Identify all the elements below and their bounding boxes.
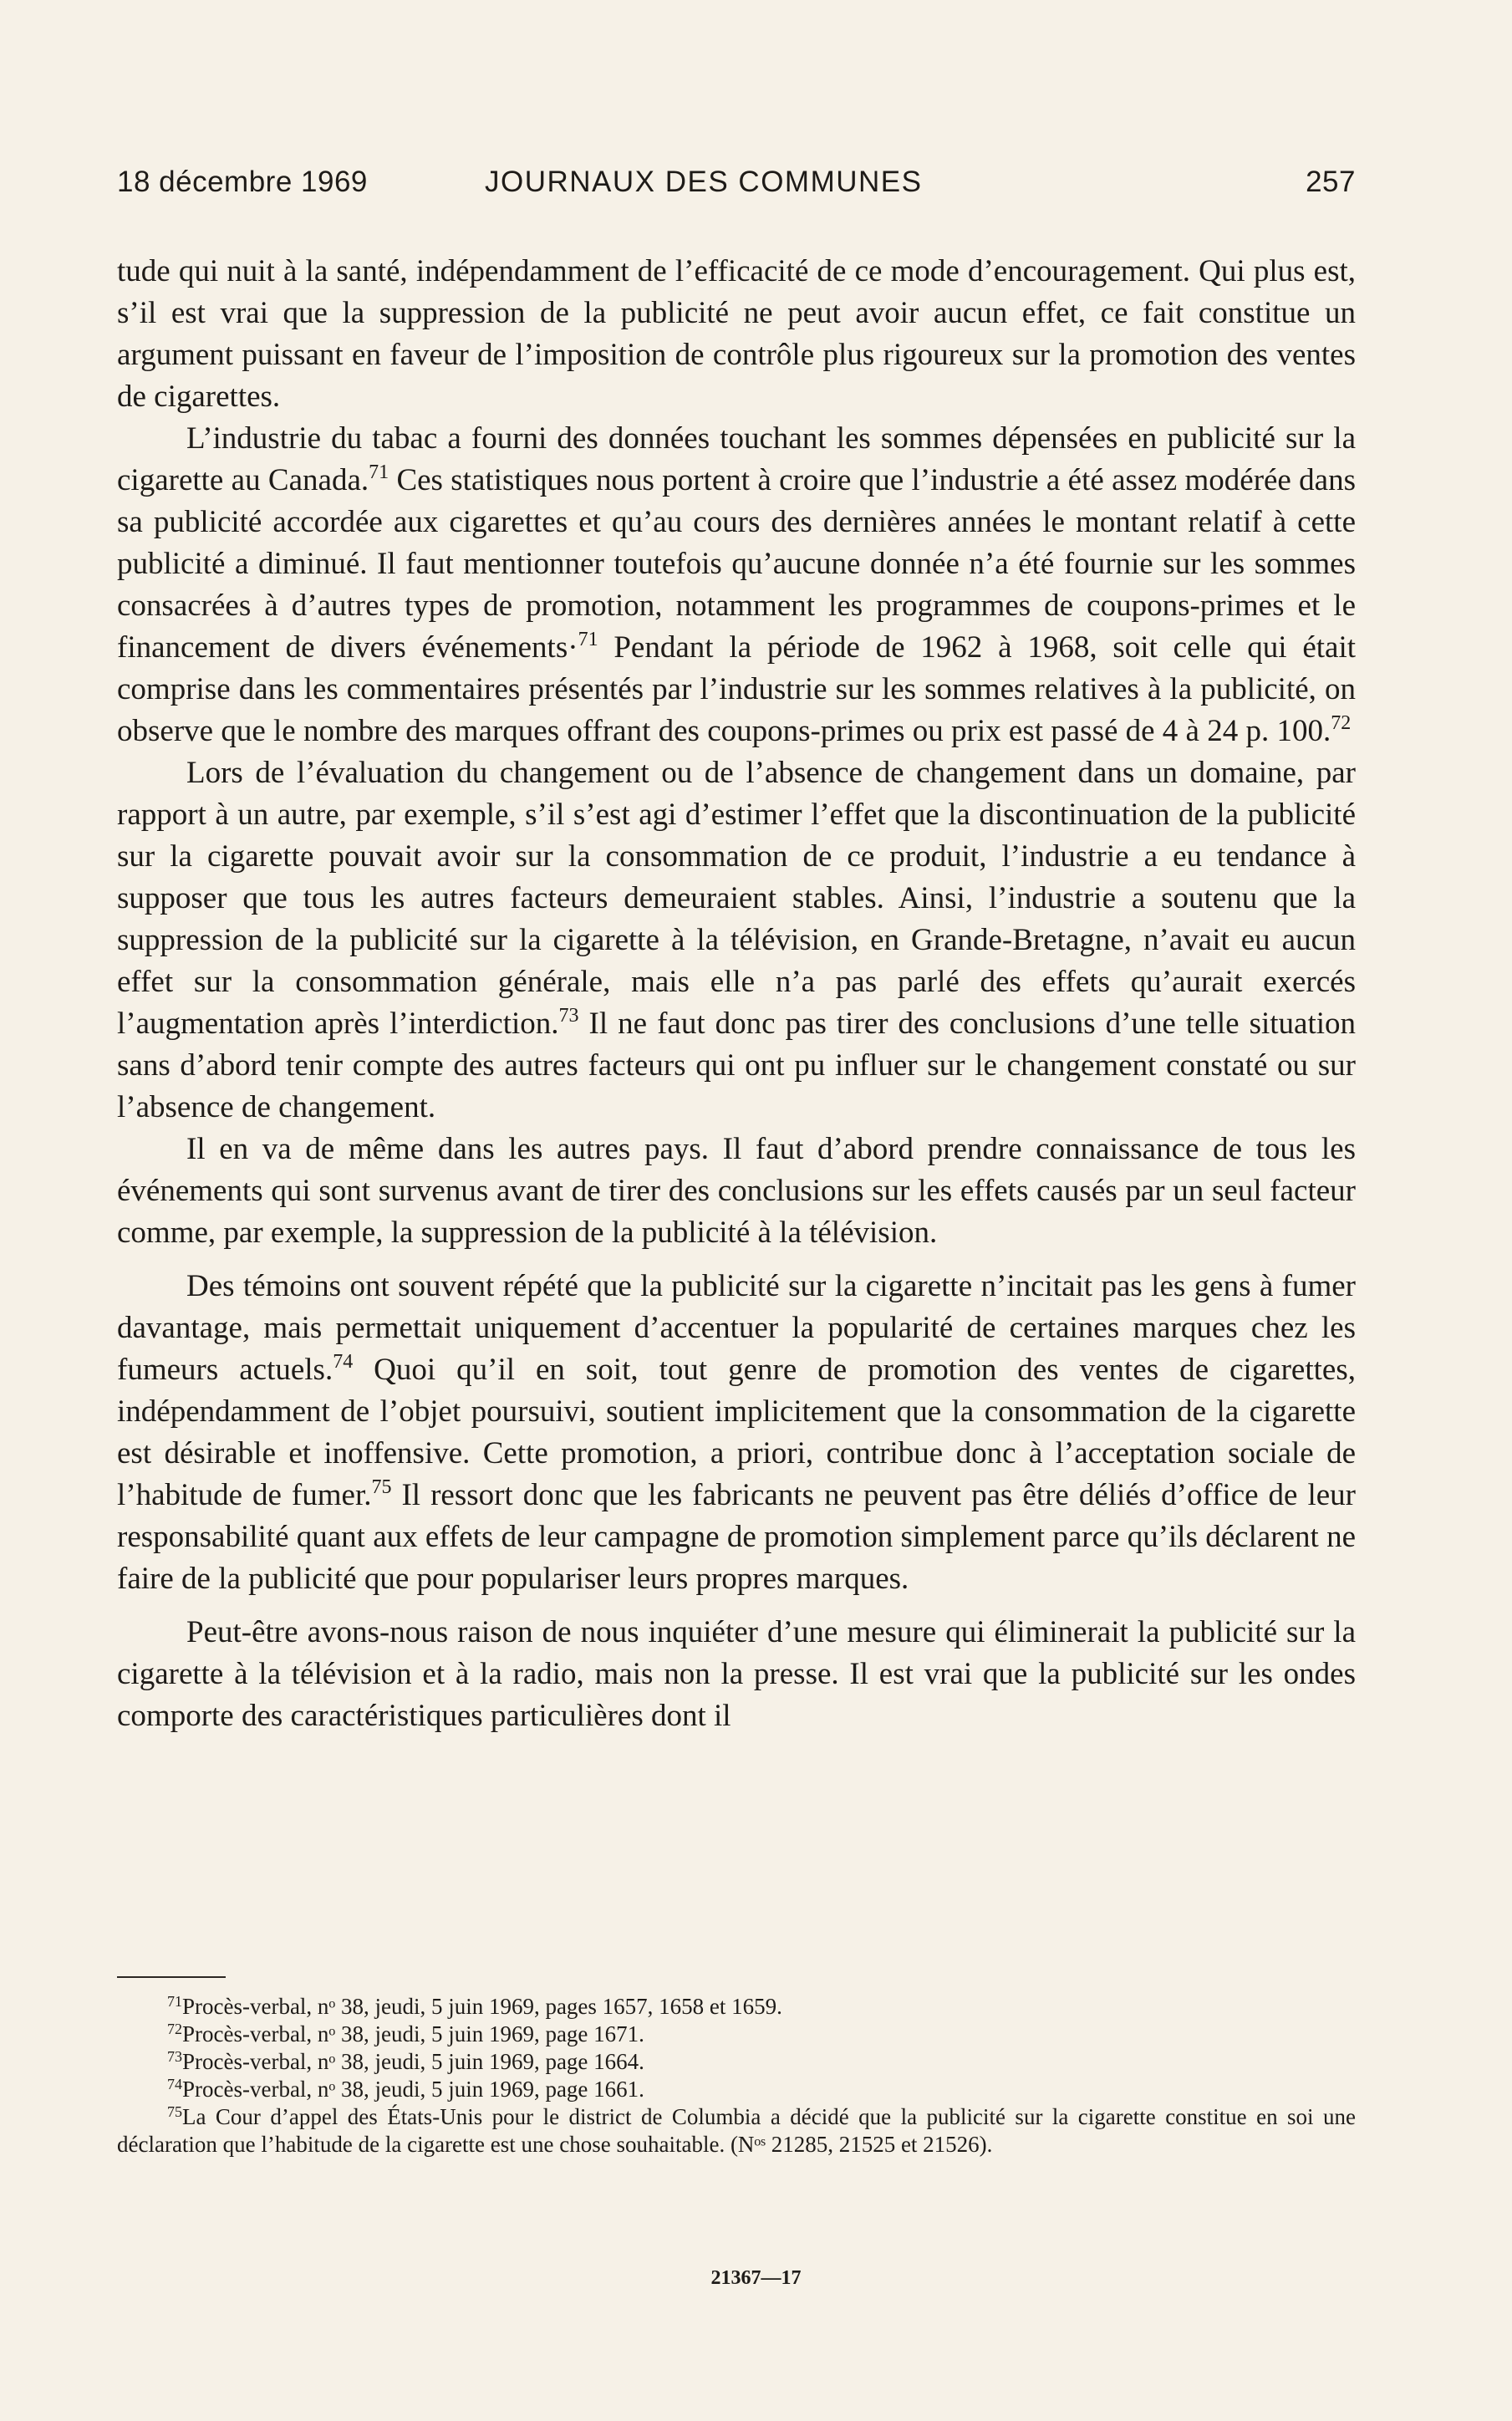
footnote-ref-73[interactable]: 73: [558, 1005, 579, 1027]
footnote-ref-74[interactable]: 74: [333, 1351, 354, 1373]
footnote-ref-72[interactable]: 72: [1331, 712, 1352, 734]
footnote-71: [117, 1993, 1356, 2021]
running-header: [117, 166, 1356, 216]
footnote-text: Procès-verbal, nᵒ 38, jeudi, 5 juin 1969, page 1661.: [182, 2077, 644, 2102]
paragraph-4-text: Il en va de même dans les autres pays. Il faut d’abord prendre connaissance de tous les événements qui sont survenus avant de tirer des conclusions sur les effets causés par un seul facteur comme, par exemple, la suppression de la publicité à la télévision.: [117, 1132, 1356, 1250]
paragraph-2-text-c: Pendant la période de 1962 à 1968, soit celle qui était comprise dans les commentaires présentés par l’industrie sur les sommes relatives à la publicité, on observe que le nombre des marques offrant des coupons-primes ou prix est passé de 4 à 24 p. 100.: [117, 630, 1356, 748]
footnote-74: [117, 2076, 1356, 2103]
paragraph-3-text-a: Lors de l’évaluation du changement ou de l’absence de changement dans un domaine, par rapport à un autre, par exemple, s’il s’est agi d’estimer l’effet que la discontinuation de la publicité sur la cigarette pouvait avoir sur la consommation de ce produit, l’industrie a eu tendance à supposer que tous les autres facteurs demeuraient stables. Ainsi, l’industrie a soutenu que la suppression de la publicité sur la cigarette à la télévision, en Grande-Bretagne, n’avait eu aucun effet sur la consommation générale, mais elle n’a pas parlé des effets qu’aurait exercés l’augmentation après l’interdiction.: [117, 756, 1356, 1041]
paragraph-1-text: tude qui nuit à la santé, indépendamment de l’efficacité de ce mode d’encouragement. Qui plus est, s’il est vrai que la suppression de la publicité ne peut avoir aucun effet, ce fait constitue un argument puissant en faveur de l’imposition de contrôle plus rigoureux sur la promotion des ventes de cigarettes.: [117, 254, 1356, 414]
paragraph-4: [117, 1129, 1356, 1254]
paragraph-3: [117, 752, 1356, 1129]
footnote-number: 74: [167, 2076, 182, 2092]
footnote-text: Procès-verbal, nᵒ 38, jeudi, 5 juin 1969, pages 1657, 1658 et 1659.: [182, 1994, 782, 2019]
paragraph-2-text-a: L’industrie du tabac a fourni des données touchant les sommes dépensées en publicité sur la cigarette au Canada.: [117, 421, 1356, 497]
footnote-72: [117, 2021, 1356, 2048]
paragraph-2: [117, 418, 1356, 752]
body-text: [117, 251, 1356, 1737]
page-number: 257: [1306, 166, 1356, 198]
paragraph-6-text: Peut-être avons-nous raison de nous inquiéter d’une mesure qui éliminerait la publicité sur la cigarette à la télévision et à la radio, mais non la presse. Il est vrai que la publicité sur les ondes comporte des caractéristiques particulières dont il: [117, 1615, 1356, 1733]
footnote-number: 75: [167, 2103, 182, 2120]
footnote-divider: [117, 1976, 226, 1978]
footnote-text: Procès-verbal, nᵒ 38, jeudi, 5 juin 1969, page 1664.: [182, 2049, 644, 2074]
footnote-ref-71[interactable]: 71: [369, 461, 389, 483]
footnote-ref-71b[interactable]: 71: [578, 629, 598, 650]
footnote-75: [117, 2103, 1356, 2159]
paragraph-5-text-b: Quoi qu’il en soit, tout genre de promotion des ventes de cigarettes, indépendamment de l’objet poursuivi, soutient implicitement que la consommation de la cigarette est désirable et inoffensive. Cette promotion, a priori, contribue donc à l’acceptation sociale de l’habitude de fumer.: [117, 1353, 1356, 1512]
footnote-number: 72: [167, 2021, 182, 2037]
paragraph-5: [117, 1266, 1356, 1600]
footnote-number: 71: [167, 1993, 182, 2010]
footnote-text: Procès-verbal, nᵒ 38, jeudi, 5 juin 1969, page 1671.: [182, 2021, 644, 2046]
header-title: JOURNAUX DES COMMUNES: [485, 166, 923, 198]
paragraph-1: [117, 251, 1356, 418]
paragraph-6: [117, 1612, 1356, 1737]
paragraph-2-text-b: Ces statistiques nous portent à croire que l’industrie a été assez modérée dans sa publicité accordée aux cigarettes et qu’au cours des dernières années le montant relatif à cette publicité a diminué. Il faut mentionner toutefois qu’aucune donnée n’a été fournie sur les sommes consacrées à d’autres types de promotion, notamment les programmes de coupons-primes et le financement de divers événements·: [117, 463, 1357, 665]
header-date: 18 décembre 1969: [117, 166, 368, 198]
footnote-ref-75[interactable]: 75: [371, 1476, 392, 1498]
paragraph-5-text-a: Des témoins ont souvent répété que la publicité sur la cigarette n’incitait pas les gens à fumer davantage, mais permettait uniquement d’accentuer la popularité de certaines marques chez les fumeurs actuels.: [117, 1269, 1356, 1387]
footnote-number: 73: [167, 2048, 182, 2065]
footnote-text: La Cour d’appel des États-Unis pour le district de Columbia a décidé que la publicité sur la cigarette constitue en soi une déclaration que l’habitude de la cigarette est une chose souhaitable. (Nᵒˢ 21285, 21525 et 21526).: [117, 2104, 1356, 2157]
paragraph-5-text-c: Il ressort donc que les fabricants ne peuvent pas être déliés d’office de leur responsabilité quant aux effets de leur campagne de promotion simplement parce qu’ils déclarent ne faire de la publicité que pour populariser leurs propres marques.: [117, 1478, 1356, 1596]
paragraph-3-text-b: Il ne faut donc pas tirer des conclusions d’une telle situation sans d’abord tenir compte des autres facteurs qui ont pu influer sur le changement constaté ou sur l’absence de changement.: [117, 1007, 1357, 1124]
print-code: 21367—17: [710, 2267, 802, 2289]
footnote-73: [117, 2048, 1356, 2076]
footnotes: [117, 1993, 1356, 2159]
